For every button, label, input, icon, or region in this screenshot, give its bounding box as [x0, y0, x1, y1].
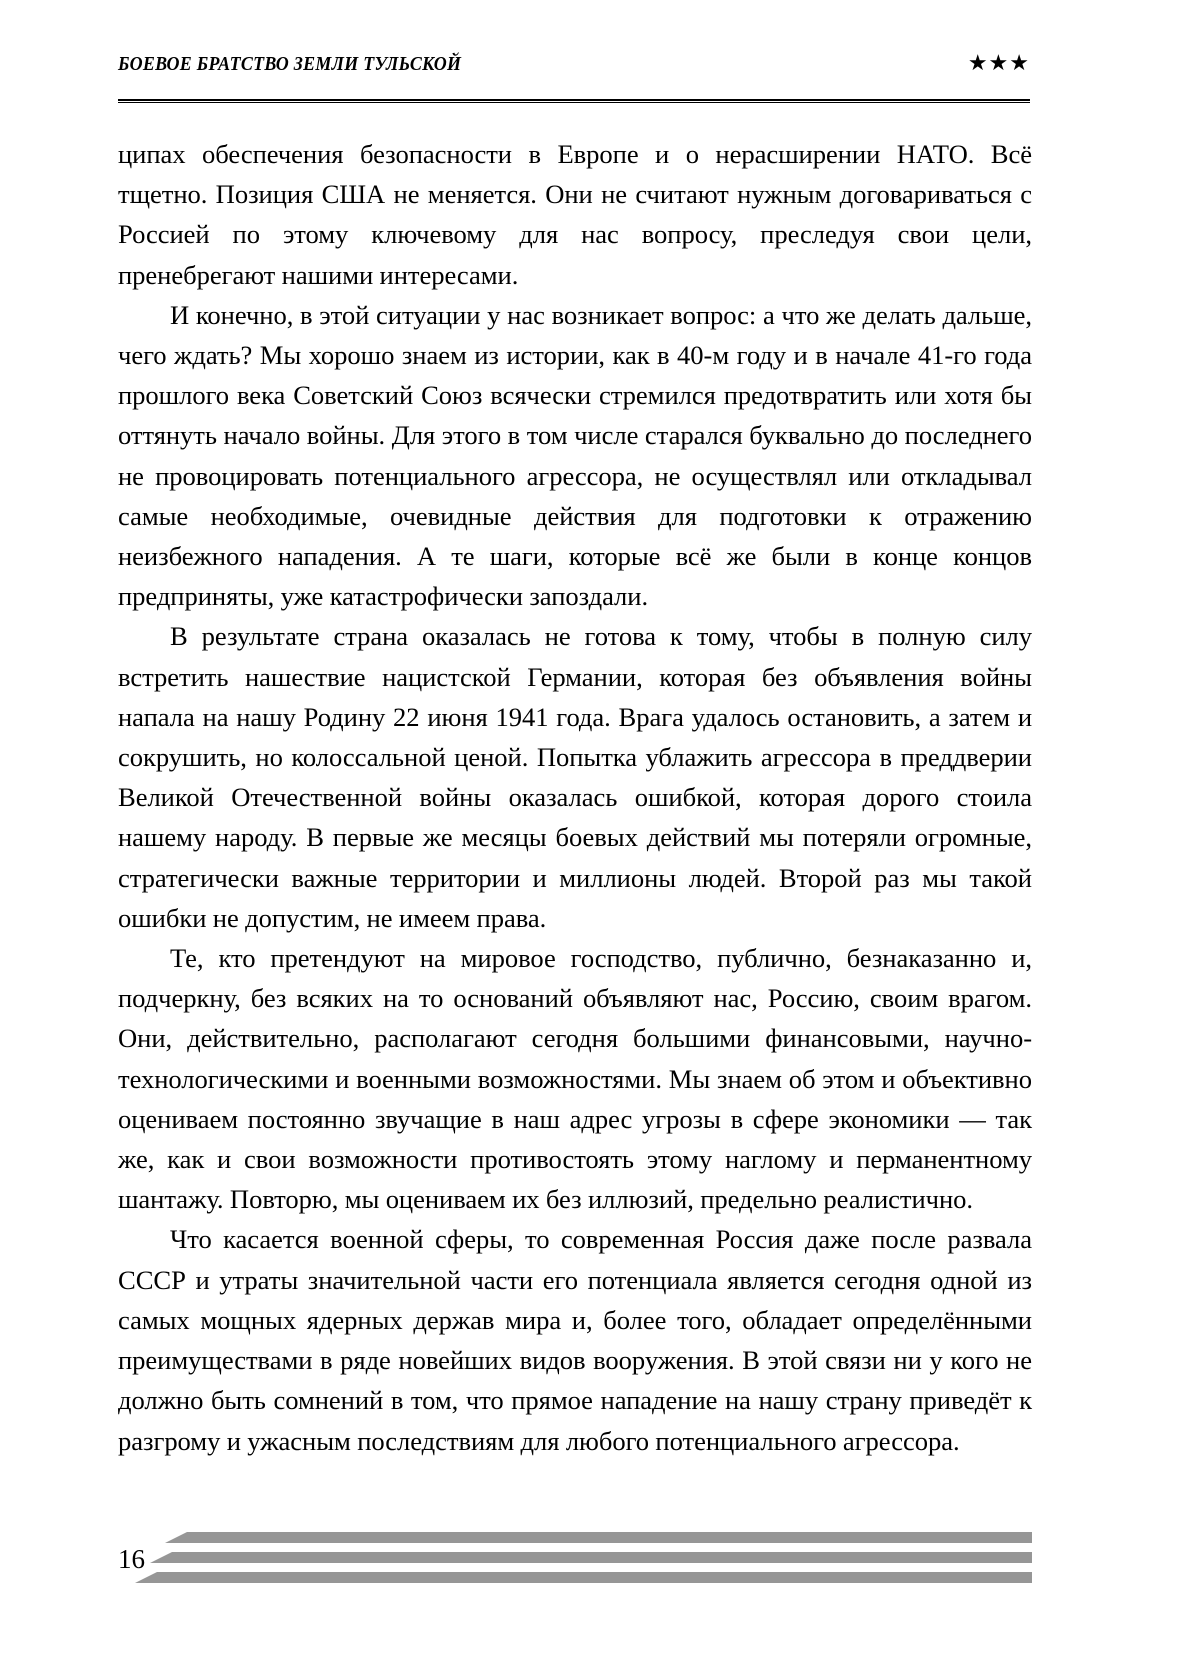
body-paragraph — [118, 1219, 1032, 1460]
three-stars-icon: ★★★ — [967, 50, 1030, 75]
footer-bar-3 — [157, 1572, 1032, 1583]
footer-decoration — [170, 1530, 1032, 1588]
footer-bar-2 — [172, 1552, 1032, 1563]
paragraph-text: И конечно, в этой ситуации у нас возникает вопрос: а что же делать дальше, чего ждать? Мы хорошо знаем из истории, как в 40-м году и в начале 41-го года прошлого века Советский Союз всячески стремился предотвратить или хотя бы оттянуть начало войны. Для этого в том числе старался буквально до последнего не провоцировать потенциального агрессора, не осуществлял или откладывал самые необходимые, очевидные действия для подготовки к отражению неизбежного нападения. А те шаги, которые всё же были в конце концов предприняты, уже катастрофически запоздали. — [118, 299, 1032, 612]
body-paragraph — [118, 616, 1032, 938]
paragraph-text: ципах обеспечения безопасности в Европе и о нерасширении НАТО. Всё тщетно. Позиция США не меняется. Они не считают нужным договариваться с Россией по этому ключевому для нас вопросу, преследуя свои цели, пренебрегают нашими интересами. — [118, 139, 1032, 290]
footer-bar-1 — [187, 1532, 1032, 1543]
body-paragraph — [118, 134, 1032, 295]
header-rule-thin — [118, 102, 1030, 103]
body-text-column — [118, 134, 1032, 1461]
paragraph-text: Что касается военной сферы, то современная Россия даже после развала СССР и утраты значительной части его потенциала является сегодня одной из самых мощных ядерных держав мира и, более того, обладает определёнными преимуществами в ряде новейших видов вооружения. В этой связи ни у кого не должно быть сомнений в том, что прямое нападение на нашу страну приведёт к разгрому и ужасным последствиям для любого потенциального агрессора. — [118, 1224, 1032, 1456]
header-rule-thick — [118, 99, 1030, 101]
page-header — [118, 52, 1030, 102]
page-footer — [0, 1522, 1178, 1602]
body-paragraph — [118, 295, 1032, 617]
header-divider-rule — [118, 99, 1030, 103]
paragraph-text: Те, кто претендуют на мировое господство, публично, безнаказанно и, подчеркну, без всяких на то оснований объявляют нас, Россию, своим врагом. Они, действительно, располагают сегодня большими финансовыми, научно-технологическими и военными возможностями. Мы знаем об этом и объективно оцениваем постоянно звучащие в наш адрес угрозы в сфере экономики — так же, как и свои возможности противостоять этому наглому и перманентному шантажу. Повторю, мы оцениваем их без иллюзий, предельно реалистично. — [118, 943, 1032, 1215]
running-head-title: БОЕВОЕ БРАТСТВО ЗЕМЛИ ТУЛЬСКОЙ — [118, 54, 462, 75]
body-paragraph — [118, 938, 1032, 1219]
page-number: 16 — [118, 1544, 145, 1574]
paragraph-text: В результате страна оказалась не готова к тому, чтобы в полную силу встретить нашествие нацистской Германии, которая без объявления войны напала на нашу Родину 22 июня 1941 года. Врага удалось остановить, а затем и сокрушить, но колоссальной ценой. Попытка ублажить агрессора в преддверии Великой Отечественной войны оказалась ошибкой, которая дорого стоила нашему народу. В первые же месяцы боевых действий мы потеряли огромные, стратегически важные территории и миллионы людей. Второй раз мы такой ошибки не допустим, не имеем права. — [118, 621, 1032, 933]
